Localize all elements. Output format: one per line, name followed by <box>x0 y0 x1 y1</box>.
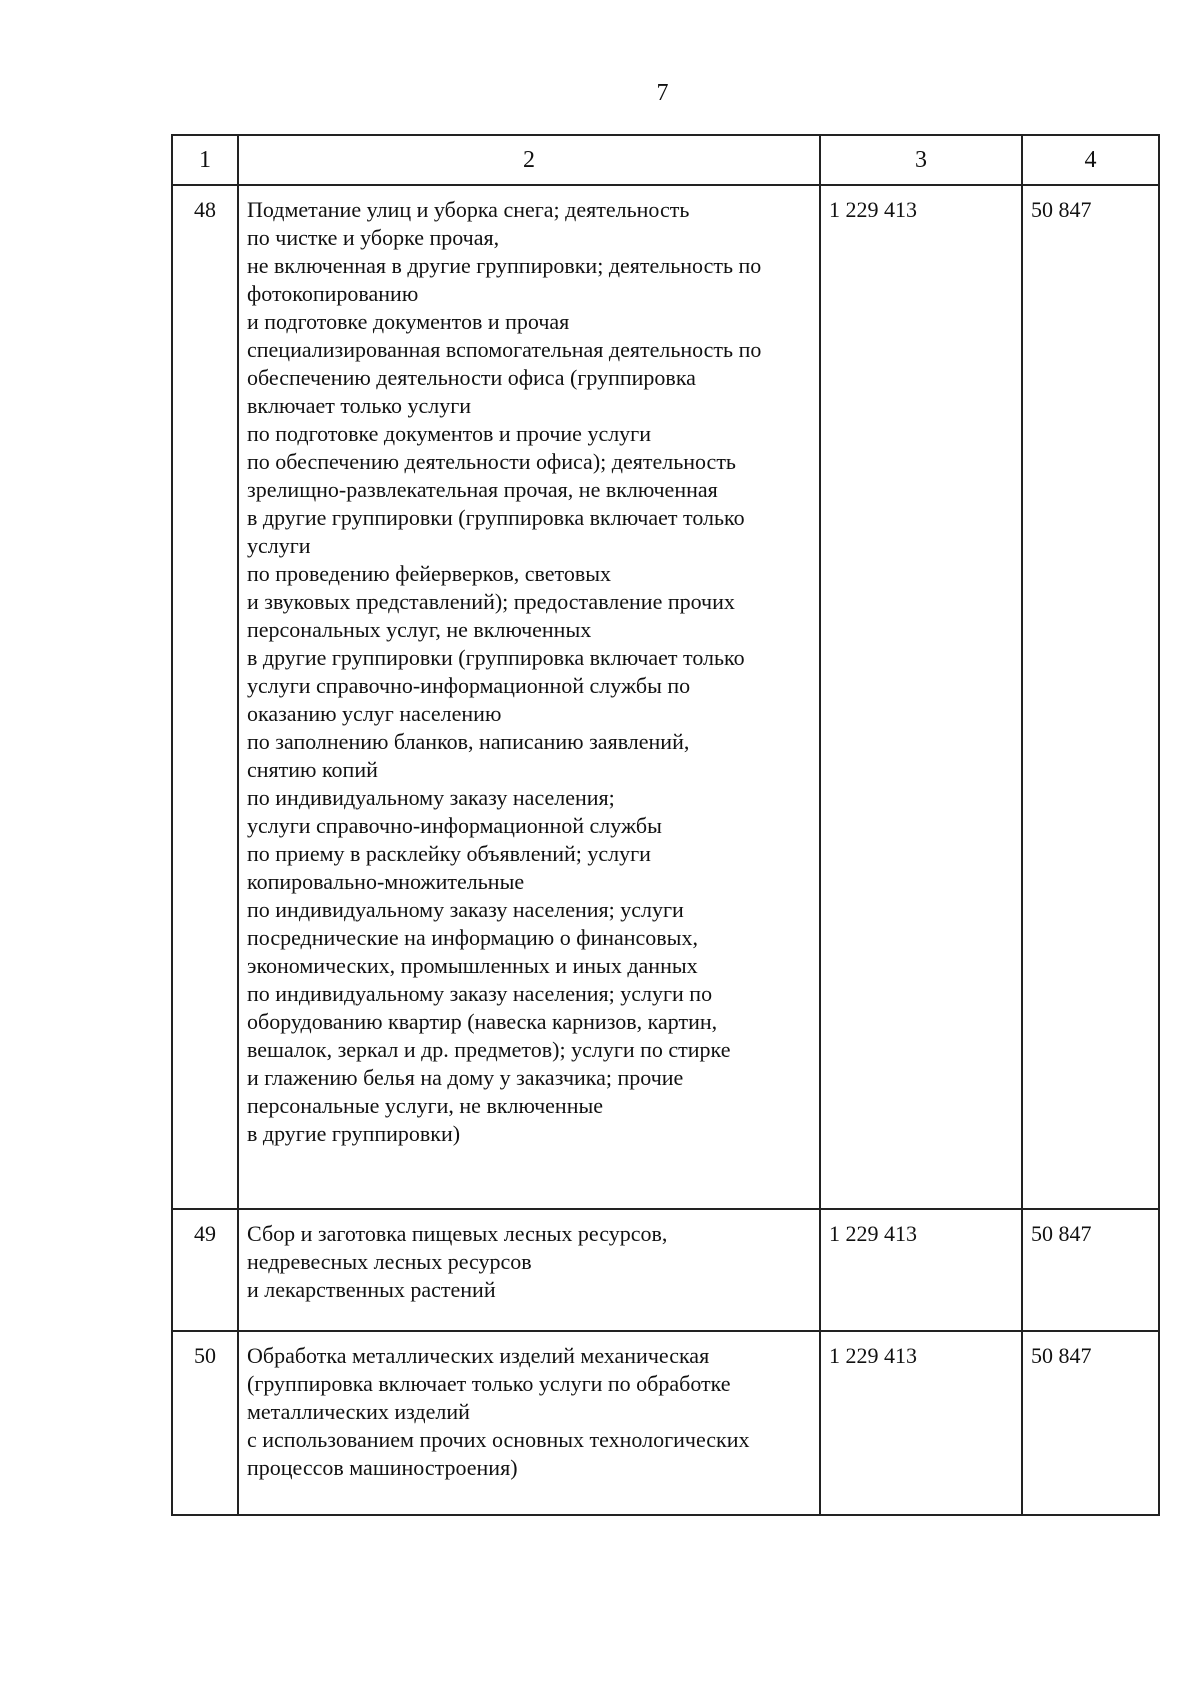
description-line: по чистке и уборке прочая, <box>247 225 500 250</box>
description-line: по обеспечению деятельности офиса); деятельность <box>247 449 736 474</box>
description-line: и лекарственных растений <box>247 1277 496 1302</box>
description-line: недревесных лесных ресурсов <box>247 1249 532 1274</box>
description-line: в другие группировки (группировка включает только <box>247 505 745 530</box>
description-line: металлических изделий <box>247 1399 470 1424</box>
description-line: посреднические на информацию о финансовых, <box>247 925 698 950</box>
description-line: включает только услуги <box>247 393 472 418</box>
description-line: по индивидуальному заказу населения; услуги <box>247 897 684 922</box>
row-number: 48 <box>172 185 238 1209</box>
row-value-column-4: 50 847 <box>1022 1209 1159 1331</box>
description-line: оказанию услуг населению <box>247 701 502 726</box>
description-line: с использованием прочих основных технологических <box>247 1427 750 1452</box>
description-line: по проведению фейерверков, световых <box>247 561 612 586</box>
row-number: 50 <box>172 1331 238 1515</box>
description-line: по индивидуальному заказу населения; услуги по <box>247 981 713 1006</box>
description-line: обеспечению деятельности офиса (группировка <box>247 365 696 390</box>
column-header-4: 4 <box>1022 135 1159 185</box>
column-header-3: 3 <box>820 135 1022 185</box>
description-line: персональных услуг, не включенных <box>247 617 592 642</box>
description-line: Сбор и заготовка пищевых лесных ресурсов, <box>247 1221 668 1246</box>
description-line: и подготовке документов и прочая <box>247 309 570 334</box>
row-description <box>238 185 820 1209</box>
description-line: услуги <box>247 533 311 558</box>
description-line: по приему в расклейку объявлений; услуги <box>247 841 651 866</box>
row-description <box>238 1209 820 1331</box>
description-line: и звуковых представлений); предоставление прочих <box>247 589 735 614</box>
row-value-column-4: 50 847 <box>1022 185 1159 1209</box>
description-line: не включенная в другие группировки; деятельность по <box>247 253 762 278</box>
description-line: персональные услуги, не включенные <box>247 1093 604 1118</box>
description-line: оборудованию квартир (навеска карнизов, картин, <box>247 1009 718 1034</box>
description-line: (группировка включает только услуги по обработке <box>247 1371 731 1396</box>
description-line: копировально-множительные <box>247 869 525 894</box>
description-line: по заполнению бланков, написанию заявлений, <box>247 729 690 754</box>
description-line: вешалок, зеркал и др. предметов); услуги по стирке <box>247 1037 731 1062</box>
tariff-table <box>171 134 1160 1516</box>
description-line: специализированная вспомогательная деятельность по <box>247 337 762 362</box>
row-description <box>238 1331 820 1515</box>
description-line: услуги справочно-информационной службы <box>247 813 662 838</box>
column-header-1: 1 <box>172 135 238 185</box>
row-value-column-3: 1 229 413 <box>820 185 1022 1209</box>
description-line: процессов машиностроения) <box>247 1455 518 1480</box>
description-line: в другие группировки) <box>247 1121 461 1146</box>
row-value-column-4: 50 847 <box>1022 1331 1159 1515</box>
table-row <box>172 1331 1159 1515</box>
description-line: по подготовке документов и прочие услуги <box>247 421 651 446</box>
description-line: снятию копий <box>247 757 378 782</box>
row-number: 49 <box>172 1209 238 1331</box>
description-line: по индивидуальному заказу населения; <box>247 785 615 810</box>
row-value-column-3: 1 229 413 <box>820 1331 1022 1515</box>
description-line: экономических, промышленных и иных данных <box>247 953 698 978</box>
description-line: Обработка металлических изделий механическая <box>247 1343 710 1368</box>
description-line: в другие группировки (группировка включает только <box>247 645 745 670</box>
row-value-column-3: 1 229 413 <box>820 1209 1022 1331</box>
description-line: фотокопированию <box>247 281 419 306</box>
description-line: и глажению белья на дому у заказчика; прочие <box>247 1065 684 1090</box>
table-row <box>172 1209 1159 1331</box>
page-number: 7 <box>656 80 669 106</box>
table-row <box>172 185 1159 1209</box>
table-header-row <box>172 135 1159 185</box>
description-line: Подметание улиц и уборка снега; деятельность <box>247 197 690 222</box>
column-header-2: 2 <box>238 135 820 185</box>
description-line: услуги справочно-информационной службы по <box>247 673 691 698</box>
description-line: зрелищно-развлекательная прочая, не включенная <box>247 477 718 502</box>
